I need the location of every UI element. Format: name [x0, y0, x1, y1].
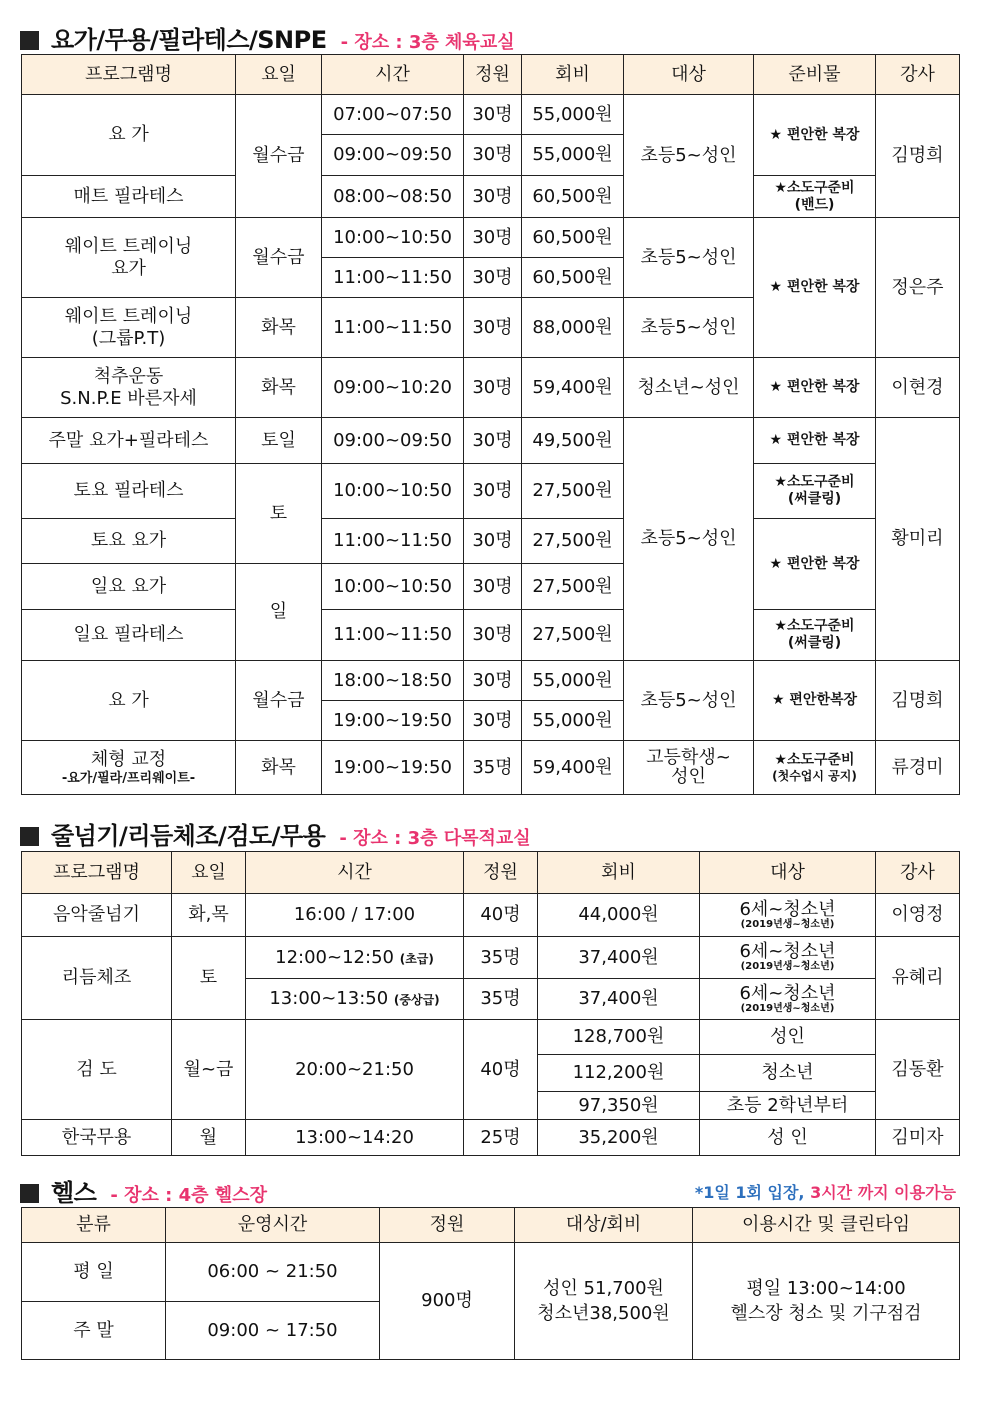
prep-cell [754, 741, 876, 795]
col-header: 정원 [464, 55, 522, 95]
target-cell: 초등5~성인 [624, 95, 754, 218]
col-header: 정원 [464, 852, 538, 894]
capacity-cell: 40명 [464, 1020, 538, 1120]
table-row [22, 1243, 960, 1302]
prep-cell: ★ 편안한복장 [754, 661, 876, 741]
section2-title: 줄넘기/리듬체조/검도/무용 [51, 822, 326, 850]
time-cell: 09:00~09:50 [322, 418, 464, 464]
program-name: 토요 필라테스 [22, 464, 236, 519]
capacity-cell: 30명 [464, 418, 522, 464]
teacher-cell: 이영정 [876, 894, 960, 937]
time-cell: 09:00~10:20 [322, 358, 464, 418]
section1-title: 요가/무용/필라테스/SNPE [51, 26, 327, 54]
time-text: 12:00~12:50 [275, 946, 394, 968]
prep-line: ★소도구준비 [774, 474, 855, 491]
fee-cell: 37,400원 [538, 937, 700, 979]
teacher-cell: 정은주 [876, 218, 960, 358]
day-cell: 화목 [236, 741, 322, 795]
table-row [22, 519, 960, 564]
capacity-cell: 30명 [464, 135, 522, 176]
program-line: 체형 교정 [90, 748, 167, 770]
col-header: 회비 [522, 55, 624, 95]
fee-cell: 59,400원 [522, 741, 624, 795]
target-cell [700, 894, 876, 937]
target-cell: 초등 2학년부터 [700, 1092, 876, 1120]
capacity-cell: 30명 [464, 661, 522, 701]
capacity-cell: 30명 [464, 464, 522, 519]
prep-line: (써클링) [787, 491, 842, 507]
teacher-cell: 이현경 [876, 358, 960, 418]
time-cell: 13:00~14:20 [246, 1120, 464, 1156]
col-header: 이용시간 및 클린타임 [693, 1208, 960, 1243]
program-line: 웨이트 트레이닝 [64, 235, 193, 257]
col-header: 대상 [700, 852, 876, 894]
col-header: 정원 [380, 1208, 515, 1243]
table-row [22, 418, 960, 464]
table-row [22, 741, 960, 795]
time-cell: 07:00~07:50 [322, 95, 464, 135]
capacity-cell: 30명 [464, 95, 522, 135]
fee-cell: 128,700원 [538, 1020, 700, 1055]
square-bullet-icon [20, 1184, 39, 1203]
program-name [22, 218, 236, 298]
fee-cell: 55,000원 [522, 701, 624, 741]
time-cell [246, 937, 464, 979]
capacity-cell: 30명 [464, 701, 522, 741]
capacity-cell: 30명 [464, 610, 522, 661]
target-cell: 초등5~성인 [624, 218, 754, 298]
time-cell: 18:00~18:50 [322, 661, 464, 701]
capacity-cell: 35명 [464, 741, 522, 795]
program-table-1 [21, 54, 960, 795]
prep-cell: ★ 편안한 복장 [754, 519, 876, 610]
program-name: 토요 요가 [22, 519, 236, 564]
table-row [22, 464, 960, 519]
time-cell: 10:00~10:50 [322, 564, 464, 610]
table-row [22, 218, 960, 258]
program-name: 일요 요가 [22, 564, 236, 610]
time-cell [246, 979, 464, 1020]
program-line: S.N.P.E 바른자세 [60, 387, 197, 409]
fee-cell: 37,400원 [538, 979, 700, 1020]
program-table-2 [21, 851, 960, 1156]
day-cell: 월~금 [172, 1020, 246, 1120]
program-name: 일요 필라테스 [22, 610, 236, 661]
fee-cell: 97,350원 [538, 1092, 700, 1120]
fee-cell: 27,500원 [522, 519, 624, 564]
usage-note-red: 3시간 까지 이용가능 [810, 1183, 956, 1202]
day-cell: 토 [172, 937, 246, 1020]
prep-cell: ★ 편안한 복장 [754, 418, 876, 464]
time-cell: 20:00~21:50 [246, 1020, 464, 1120]
table-row [22, 894, 960, 937]
program-name: 리듬체조 [22, 937, 172, 1020]
capacity-cell: 900명 [380, 1243, 515, 1360]
program-name: 음악줄넘기 [22, 894, 172, 937]
day-cell: 토일 [236, 418, 322, 464]
fee-cell: 88,000원 [522, 298, 624, 358]
capacity-cell: 30명 [464, 519, 522, 564]
col-header: 운영시간 [166, 1208, 380, 1243]
program-line: 웨이트 트레이닝 [64, 305, 193, 327]
table-header-row [22, 1208, 960, 1243]
day-cell: 월 [172, 1120, 246, 1156]
capacity-cell: 25명 [464, 1120, 538, 1156]
program-name [22, 298, 236, 358]
col-header: 대상 [624, 55, 754, 95]
col-header: 강사 [876, 55, 960, 95]
day-cell: 화목 [236, 358, 322, 418]
target-sub: (2019년생~청소년) [740, 1002, 835, 1014]
target-line: 6세~청소년 [739, 982, 836, 1004]
col-header: 프로그램명 [22, 852, 172, 894]
teacher-cell: 황미리 [876, 418, 960, 661]
table-row [22, 176, 960, 218]
table-row [22, 661, 960, 701]
col-header: 시간 [322, 55, 464, 95]
target-line: 성인 [671, 765, 706, 787]
time-cell: 11:00~11:50 [322, 610, 464, 661]
section1-location: - 장소 : 3층 체육교실 [340, 32, 515, 53]
col-header: 요일 [172, 852, 246, 894]
capacity-cell: 35명 [464, 937, 538, 979]
capacity-cell: 30명 [464, 218, 522, 258]
prep-cell: ★ 편안한 복장 [754, 218, 876, 358]
fee-cell: 49,500원 [522, 418, 624, 464]
target-cell: 초등5~성인 [624, 418, 754, 661]
teacher-cell: 김미자 [876, 1120, 960, 1156]
program-name: 검 도 [22, 1020, 172, 1120]
capacity-cell: 30명 [464, 176, 522, 218]
col-header: 분류 [22, 1208, 166, 1243]
section2-heading [20, 816, 531, 851]
time-cell: 08:00~08:50 [322, 176, 464, 218]
table-row [22, 610, 960, 661]
time-cell: 10:00~10:50 [322, 218, 464, 258]
teacher-cell: 김동환 [876, 1020, 960, 1120]
fee-cell: 27,500원 [522, 464, 624, 519]
time-cell: 11:00~11:50 [322, 298, 464, 358]
table-row [22, 95, 960, 135]
fee-cell: 55,000원 [522, 95, 624, 135]
fee-cell: 60,500원 [522, 258, 624, 298]
col-header: 요일 [236, 55, 322, 95]
square-bullet-icon [20, 827, 39, 846]
target-line: 고등학생~ [646, 746, 731, 768]
teacher-cell: 김명희 [876, 661, 960, 741]
prep-line: (밴드) [794, 196, 835, 213]
program-line: 척추운동 [93, 365, 164, 387]
target-cell [624, 741, 754, 795]
category-cell: 평 일 [22, 1243, 166, 1302]
clean-line: 헬스장 청소 및 기구점검 [730, 1303, 922, 1324]
fee-cell: 55,000원 [522, 661, 624, 701]
prep-line: (써클링) [787, 635, 842, 651]
capacity-cell: 30명 [464, 258, 522, 298]
prep-cell [754, 610, 876, 661]
col-header: 회비 [538, 852, 700, 894]
teacher-cell: 류경미 [876, 741, 960, 795]
hours-cell: 06:00 ~ 21:50 [166, 1243, 380, 1302]
fee-line: 청소년38,500원 [537, 1303, 670, 1324]
category-cell: 주 말 [22, 1302, 166, 1360]
usage-note-blue: *1일 1회 입장, [694, 1183, 811, 1202]
usage-note [695, 1180, 956, 1203]
col-header: 프로그램명 [22, 55, 236, 95]
capacity-cell: 30명 [464, 564, 522, 610]
level-text: (중상급) [393, 993, 440, 1008]
capacity-cell: 35명 [464, 979, 538, 1020]
target-cell: 초등5~성인 [624, 298, 754, 358]
teacher-cell: 김명희 [876, 95, 960, 218]
prep-cell [754, 464, 876, 519]
prep-line: (첫수업시 공지) [772, 768, 857, 783]
fee-cell: 27,500원 [522, 564, 624, 610]
section1-heading [20, 20, 515, 55]
fee-cell: 27,500원 [522, 610, 624, 661]
program-line: -요가/필라/프리웨이트- [61, 770, 196, 786]
target-cell [700, 937, 876, 979]
time-cell: 11:00~11:50 [322, 258, 464, 298]
clean-line: 평일 13:00~14:00 [746, 1277, 906, 1299]
day-cell: 화목 [236, 298, 322, 358]
section3-heading [20, 1173, 267, 1208]
day-cell: 화,목 [172, 894, 246, 937]
program-name: 한국무용 [22, 1120, 172, 1156]
target-line: 6세~청소년 [739, 941, 836, 962]
target-cell: 청소년~성인 [624, 358, 754, 418]
capacity-cell: 40명 [464, 894, 538, 937]
time-cell: 11:00~11:50 [322, 519, 464, 564]
day-cell: 토 [236, 464, 322, 564]
fee-cell: 60,500원 [522, 176, 624, 218]
prep-line: ★소도구준비 [774, 618, 855, 635]
target-line: 6세~청소년 [739, 898, 836, 920]
time-text: 13:00~13:50 [269, 988, 389, 1010]
hours-cell: 09:00 ~ 17:50 [166, 1302, 380, 1360]
clean-time-cell [693, 1243, 960, 1360]
table-row [22, 1120, 960, 1156]
time-cell: 10:00~10:50 [322, 464, 464, 519]
prep-cell [754, 176, 876, 218]
col-header: 시간 [246, 852, 464, 894]
fee-cell: 59,400원 [522, 358, 624, 418]
time-cell: 16:00 / 17:00 [246, 894, 464, 937]
section2-location: - 장소 : 3층 다목적교실 [339, 828, 531, 849]
program-name: 요 가 [22, 661, 236, 741]
table-row [22, 937, 960, 979]
table-header-row [22, 55, 960, 95]
target-cell: 초등5~성인 [624, 661, 754, 741]
time-cell: 19:00~19:50 [322, 701, 464, 741]
time-cell: 19:00~19:50 [322, 741, 464, 795]
capacity-cell: 30명 [464, 298, 522, 358]
square-bullet-icon [20, 31, 39, 50]
target-sub: (2019년생~청소년) [740, 961, 835, 972]
target-cell: 청소년 [700, 1055, 876, 1092]
day-cell: 월수금 [236, 95, 322, 218]
prep-line: ★소도구준비 [774, 179, 855, 196]
program-name [22, 358, 236, 418]
program-name [22, 741, 236, 795]
day-cell: 월수금 [236, 661, 322, 741]
capacity-cell: 30명 [464, 358, 522, 418]
time-cell: 09:00~09:50 [322, 135, 464, 176]
program-name: 주말 요가+필라테스 [22, 418, 236, 464]
target-sub: (2019년생~청소년) [740, 918, 835, 930]
section3-title: 헬스 [51, 1179, 97, 1207]
level-text: (초급) [399, 951, 434, 966]
teacher-cell: 유혜리 [876, 937, 960, 1020]
fee-line: 성인 51,700원 [543, 1277, 664, 1299]
table-header-row [22, 852, 960, 894]
target-cell: 성인 [700, 1020, 876, 1055]
fee-cell: 55,000원 [522, 135, 624, 176]
program-name: 매트 필라테스 [22, 176, 236, 218]
table-row [22, 1020, 960, 1055]
prep-line: ★소도구준비 [774, 751, 855, 768]
col-header: 대상/회비 [515, 1208, 693, 1243]
program-line: 요가 [111, 257, 146, 279]
target-cell: 성 인 [700, 1120, 876, 1156]
fee-cell: 60,500원 [522, 218, 624, 258]
col-header: 강사 [876, 852, 960, 894]
fee-cell: 112,200원 [538, 1055, 700, 1092]
fee-cell: 35,200원 [538, 1120, 700, 1156]
table-row [22, 358, 960, 418]
prep-cell: ★ 편안한 복장 [754, 95, 876, 176]
program-name: 요 가 [22, 95, 236, 176]
prep-cell: ★ 편안한 복장 [754, 358, 876, 418]
col-header: 준비물 [754, 55, 876, 95]
gym-table [21, 1207, 960, 1360]
fee-cell: 44,000원 [538, 894, 700, 937]
day-cell: 월수금 [236, 218, 322, 298]
program-line: (그룹P.T) [91, 327, 166, 349]
section3-location: - 장소 : 4층 헬스장 [110, 1185, 267, 1206]
day-cell: 일 [236, 564, 322, 661]
target-cell [700, 979, 876, 1020]
fee-cell [515, 1243, 693, 1360]
